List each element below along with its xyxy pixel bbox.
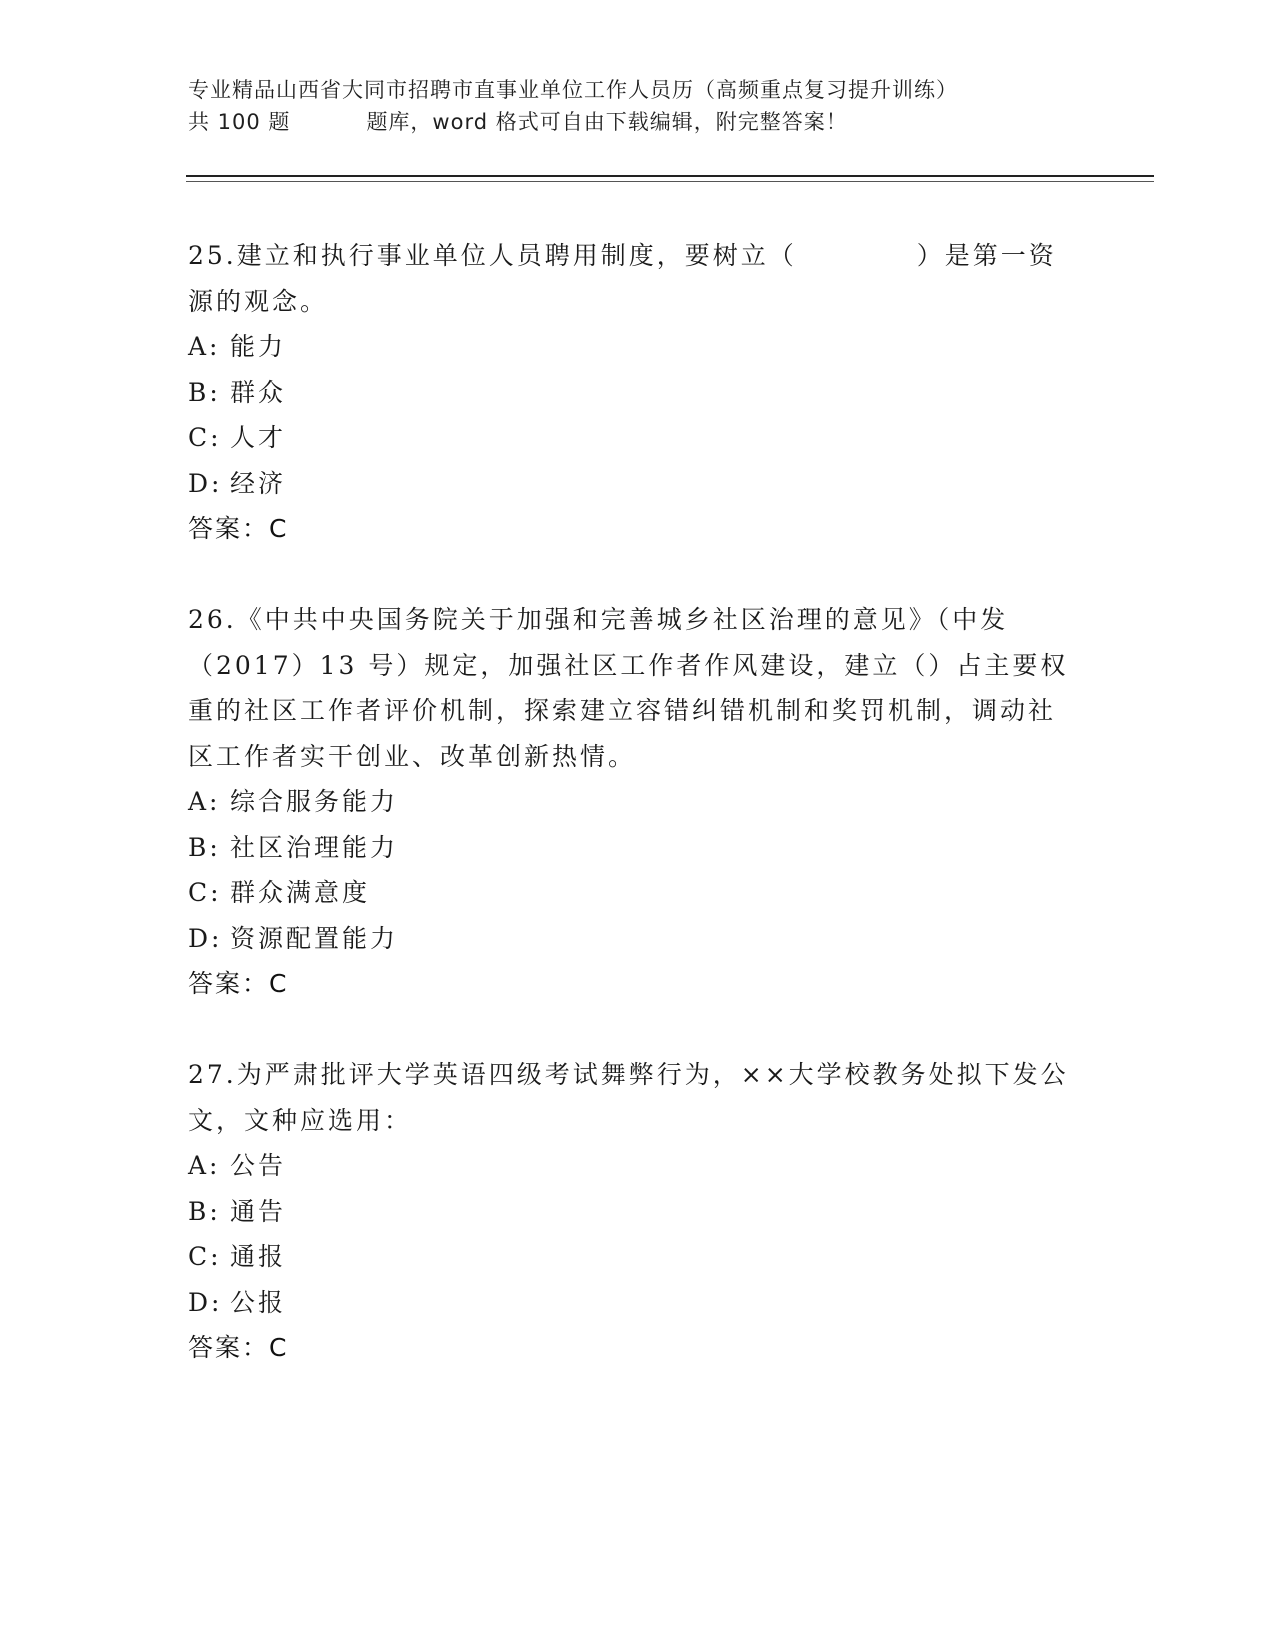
question-number: 26. xyxy=(188,605,237,634)
question-stem-text: 为严肃批评大学英语四级考试舞弊行为，××大学校教务处拟下发公文，文种应选用： xyxy=(188,1060,1069,1135)
answer-line: 答案：C xyxy=(188,969,289,998)
option-text: 公告 xyxy=(230,1151,287,1180)
option-text: 公报 xyxy=(230,1287,287,1317)
option-a xyxy=(188,779,1073,825)
option-text: 人才 xyxy=(230,423,287,452)
option-key: D: xyxy=(188,468,223,498)
option-b xyxy=(188,825,1073,871)
question-27 xyxy=(188,1052,1073,1371)
header-description: 题库，word 格式可自由下载编辑，附完整答案！ xyxy=(366,110,848,134)
option-c xyxy=(188,870,1073,916)
option-b xyxy=(188,370,1073,416)
document-header xyxy=(188,74,1068,138)
option-c xyxy=(188,415,1073,461)
question-stem-text: 建立和执行事业单位人员聘用制度，要树立（ xyxy=(236,241,797,270)
option-key: B: xyxy=(188,832,221,862)
option-a xyxy=(188,1143,1073,1189)
question-stem-text-continued: ）是第一资源的观念。 xyxy=(188,241,1057,316)
header-subtitle xyxy=(188,106,1068,138)
option-key: A: xyxy=(188,332,221,361)
option-key: D: xyxy=(188,1287,223,1317)
option-a xyxy=(188,324,1073,370)
option-text: 能力 xyxy=(230,332,287,361)
question-26 xyxy=(188,597,1073,1007)
option-key: C: xyxy=(188,878,222,907)
option-text: 综合服务能力 xyxy=(230,787,399,816)
option-text: 社区治理能力 xyxy=(230,832,399,862)
option-key: A: xyxy=(188,1151,221,1180)
answer-line: 答案：C xyxy=(188,1333,289,1362)
answer-line: 答案：C xyxy=(188,514,289,543)
option-key: A: xyxy=(188,787,221,816)
question-stem-text: 《中共中央国务院关于加强和完善城乡社区治理的意见》（中发（2017）13 号）规定，加强社区工作者作风建设，建立（）占主要权重的社区工作者评价机制，探索建立容错纠错机制和奖罚机制，调动社区工作者实干创业、改革创新热情。 xyxy=(188,605,1069,771)
option-text: 群众 xyxy=(230,377,287,407)
option-b xyxy=(188,1189,1073,1235)
header-divider-thick xyxy=(186,175,1154,177)
option-d xyxy=(188,1280,1073,1326)
question-number: 25. xyxy=(188,241,237,270)
question-25 xyxy=(188,233,1073,552)
option-key: C: xyxy=(188,1242,222,1271)
option-text: 群众满意度 xyxy=(230,878,371,907)
option-key: B: xyxy=(188,1196,221,1226)
option-d xyxy=(188,916,1073,962)
option-text: 通报 xyxy=(230,1242,287,1271)
option-c xyxy=(188,1234,1073,1280)
option-key: B: xyxy=(188,377,221,407)
header-question-count: 共 100 题 xyxy=(188,110,291,134)
question-stem xyxy=(188,233,1073,324)
option-text: 经济 xyxy=(230,468,287,498)
question-stem xyxy=(188,1052,1073,1143)
question-number: 27. xyxy=(188,1060,237,1089)
header-divider-thin xyxy=(186,181,1154,182)
header-title: 专业精品山西省大同市招聘市直事业单位工作人员历（高频重点复习提升训练） xyxy=(188,78,958,102)
question-stem xyxy=(188,597,1073,779)
option-text: 通告 xyxy=(230,1196,287,1226)
option-key: C: xyxy=(188,423,222,452)
option-text: 资源配置能力 xyxy=(230,923,399,953)
option-d xyxy=(188,461,1073,507)
option-key: D: xyxy=(188,923,223,953)
